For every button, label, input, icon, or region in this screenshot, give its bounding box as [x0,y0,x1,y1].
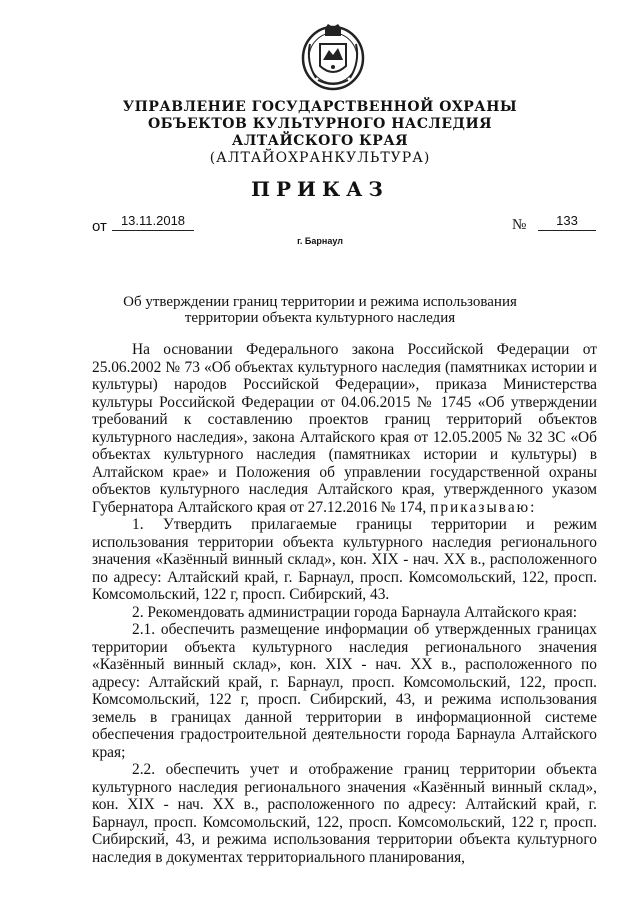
item-2-1: 2.1. обеспечить размещение информации об утвержденных границах территории объекта культурного наследия регионального значения «Казённый винный склад», кон. XIX - нач. XX в., расположенного по адресу: Алтайский край, г. Барнаул, просп. Комсомольский, 122, просп. Комсомольский, 122 г, просп. Сибирский, 43, и режима использования земель в границах данной территории в информационной системе обеспечения градостроительной деятельности города Барнаула Алтайского края; [92,621,597,761]
document-date: 13.11.2018 [112,213,194,231]
item-1: 1. Утвердить прилагаемые границы территории и режим использования территории объекта культурного наследия регионального значения «Казённый винный склад», кон. XIX - нач. XX в., расположенного по адресу: Алтайский край, г. Барнаул, просп. Комсомольский, 122, просп. Комсомольский, 122 г, просп. Сибирский, 43. [92,516,597,603]
preamble-verb: приказываю: [430,498,537,516]
date-label: от [92,218,107,235]
coat-of-arms-icon [298,22,368,92]
preamble-paragraph [92,341,597,516]
document-title-line-1: Об утверждении границ территории и режима использования [123,294,517,310]
item-2: 2. Рекомендовать администрации города Барнаула Алтайского края: [132,603,577,621]
org-short-name: (АЛТАЙОХРАНКУЛЬТУРА) [209,150,431,166]
document-body [92,341,597,866]
org-name-line-2: ОБЪЕКТОВ КУЛЬТУРНОГО НАСЛЕДИЯ [147,116,493,132]
document-city: г. Барнаул [297,236,343,246]
document-type: ПРИКАЗ [251,177,389,201]
org-name-line-3: АЛТАЙСКОГО КРАЯ [231,133,409,149]
preamble-text: На основании Федерального закона Российской Федерации от 25.06.2002 № 73 «Об объектах культурного наследия (памятниках истории и культуры) народов Российской Федерации», приказа Министерства культуры Российской Федерации от 04.06.2015 № 1745 «Об утверждении требований к составлению проектов границ территорий объектов культурного наследия», закона Алтайского края от 12.05.2005 № 32 ЗС «Об объектах культурного наследия (памятниках истории и культуры) в Алтайском крае» и Положения об управлении государственной охраны объектов культурного наследия Алтайского края, утвержденного указом Губернатора Алтайского края от 27.12.2016 № 174, [92,341,597,516]
org-name-line-1: УПРАВЛЕНИЕ ГОСУДАРСТВЕННОЙ ОХРАНЫ [122,99,518,115]
document-number: 133 [538,213,596,231]
number-label: № [512,217,527,233]
item-2-2: 2.2. обеспечить учет и отображение границ территории объекта культурного наследия регионального значения «Казённый винный склад», кон. XIX - нач. XX в., расположенного по адресу: Алтайский край, г. Барнаул, просп. Комсомольский, 122, просп. Комсомольский, 122 г, просп. Сибирский, 43, и режима использования территории объекта культурного наследия в документах территориального планирования, [92,761,597,866]
document-title-line-2: территории объекта культурного наследия [184,310,456,326]
